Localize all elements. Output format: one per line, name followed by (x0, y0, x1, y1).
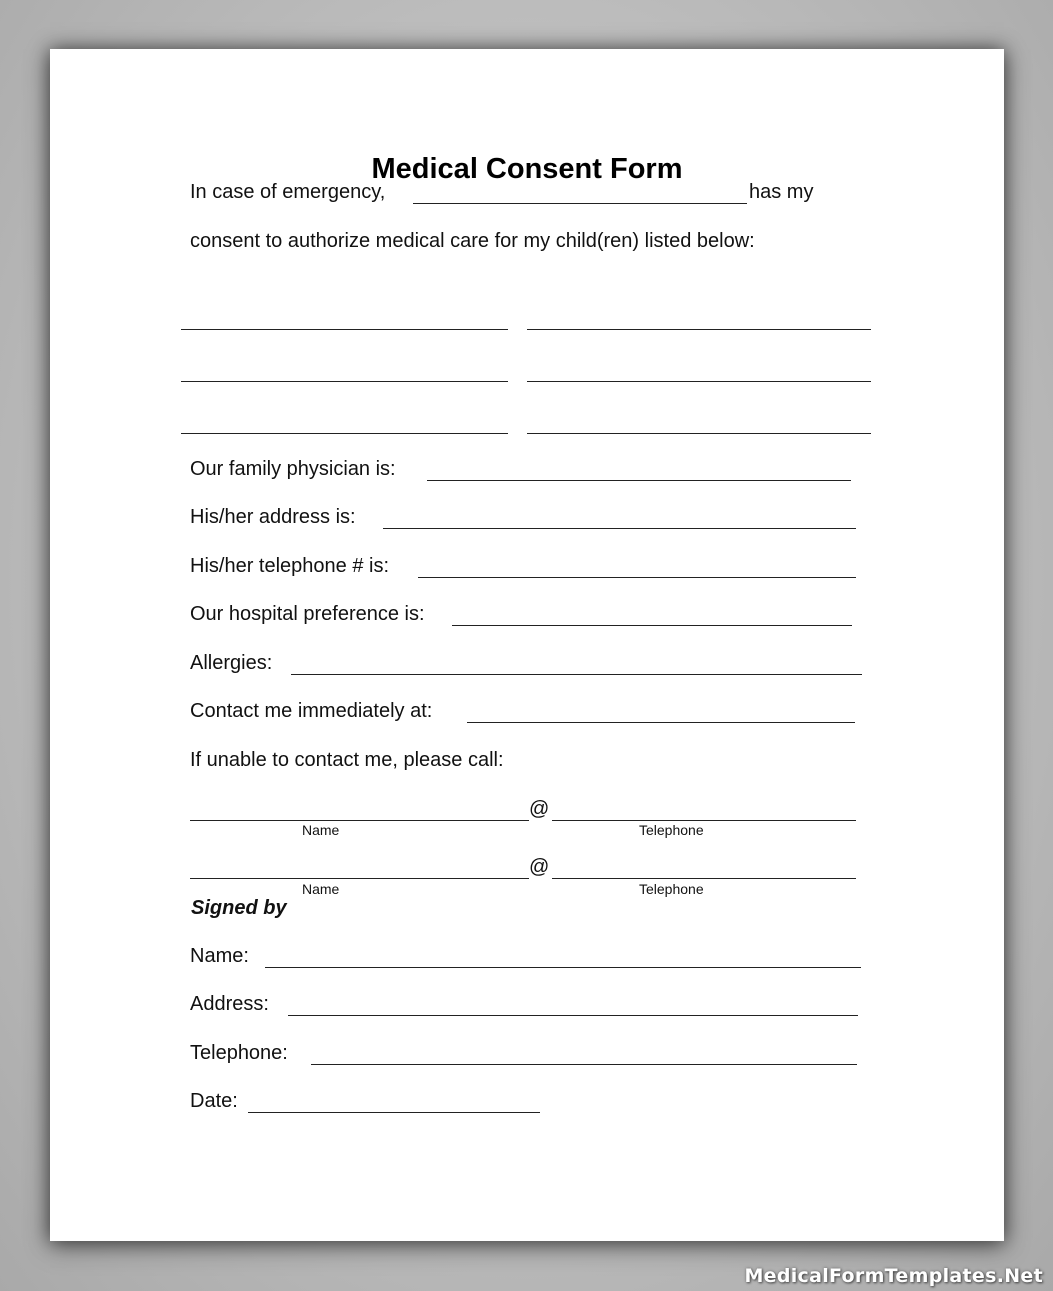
unable-label: If unable to contact me, please call: (190, 749, 504, 771)
signed-by-heading: Signed by (191, 897, 287, 919)
alternate-telephone-field-2[interactable] (552, 878, 856, 879)
physician-address-label: His/her address is: (190, 506, 356, 528)
contact-field[interactable] (467, 722, 855, 723)
site-watermark: MedicalFormTemplates.Net (744, 1265, 1043, 1287)
name-caption-2: Name (302, 881, 340, 897)
allergies-field[interactable] (291, 674, 862, 675)
at-symbol-2: @ (529, 856, 550, 878)
telephone-caption-1: Telephone (639, 822, 704, 838)
signer-telephone-label: Telephone: (190, 1042, 288, 1064)
date-label: Date: (190, 1090, 238, 1112)
signer-name-field[interactable] (265, 967, 861, 968)
contact-label: Contact me immediately at: (190, 700, 433, 722)
physician-telephone-field[interactable] (418, 577, 856, 578)
physician-field[interactable] (427, 480, 851, 481)
signer-address-label: Address: (190, 993, 269, 1015)
intro-text-end: has my (749, 181, 814, 203)
alternate-name-field-1[interactable] (190, 820, 529, 821)
at-symbol-1: @ (529, 798, 550, 820)
child-field-4[interactable] (527, 381, 871, 382)
date-field[interactable] (248, 1112, 540, 1113)
form-page (50, 49, 1004, 1241)
alternate-name-field-2[interactable] (190, 878, 529, 879)
child-field-5[interactable] (181, 433, 508, 434)
child-field-6[interactable] (527, 433, 871, 434)
signer-telephone-field[interactable] (311, 1064, 857, 1065)
hospital-field[interactable] (452, 625, 852, 626)
telephone-caption-2: Telephone (639, 881, 704, 897)
allergies-label: Allergies: (190, 652, 273, 674)
alternate-telephone-field-1[interactable] (552, 820, 856, 821)
child-field-2[interactable] (527, 329, 871, 330)
physician-label: Our family physician is: (190, 458, 396, 480)
child-field-1[interactable] (181, 329, 508, 330)
signer-address-field[interactable] (288, 1015, 858, 1016)
physician-telephone-label: His/her telephone # is: (190, 555, 390, 577)
emergency-contact-field[interactable] (413, 203, 747, 204)
intro-text-line2: consent to authorize medical care for my child(ren) listed below: (190, 230, 755, 252)
signer-name-label: Name: (190, 945, 249, 967)
name-caption-1: Name (302, 822, 340, 838)
hospital-label: Our hospital preference is: (190, 603, 425, 625)
form-title: Medical Consent Form (371, 153, 683, 185)
child-field-3[interactable] (181, 381, 508, 382)
intro-text-start: In case of emergency, (190, 181, 386, 203)
physician-address-field[interactable] (383, 528, 856, 529)
